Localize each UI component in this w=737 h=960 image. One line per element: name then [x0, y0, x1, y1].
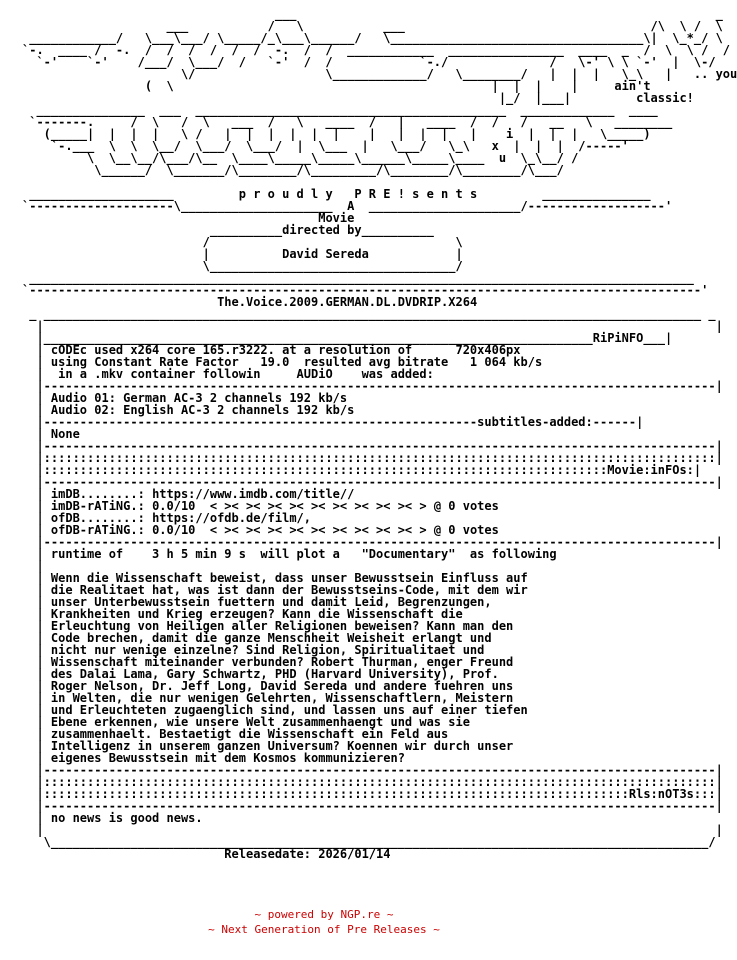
movie-infos-title: Movie:inFOs: [607, 463, 694, 477]
plot-line: Code brechen, damit die ganze Menschheit Weisheit erlangt und [50, 631, 492, 645]
release-notes-title: Rls:nOT3s [628, 787, 694, 801]
plot-line: nicht nur wenige einzelne? Sind Religion, Spiritualitaet und [50, 643, 485, 657]
plot-line: Ebene erkennen, wie unsere Welt zusammenhaengt und was sie [50, 715, 470, 729]
imdb-url[interactable]: https://www.imdb.com/title// [152, 487, 355, 501]
a-label: A [347, 199, 355, 213]
movie-label: Movie [318, 211, 355, 225]
audio-line: Audio 02: English AC-3 2 channels 192 kb/s [50, 403, 355, 417]
director-name: David Sereda [282, 247, 369, 261]
ascii-logo-line: \______/ \_______/\________/\_________/\________/\________/\___/ [22, 163, 564, 177]
plot-line: zusammenhaelt. Bestaetigt die Wissenschaft ein Feld aus [50, 727, 449, 741]
ofdb-rating: 0.0/10 < >< >< >< >< >< >< >< >< >< > @ 0 votes [152, 523, 499, 537]
plot-line: die Realitaet hat, was ist dann der Bewusstseins-Code, mit dem wir [50, 583, 528, 597]
ofdb-label: ofDB........: [50, 511, 153, 525]
proudly-presents: p r o u d l y P R E ! s e n t s [238, 187, 478, 201]
ascii-logo-line: `-------. / \ / \ ___ / \ ____ / | ____ / / / __ \ ________ [22, 115, 673, 129]
release-date: Releasedate: 2026/01/14 [224, 847, 391, 861]
plot-line: des Dalai Lama, Gary Schwartz, PHD (Harvard University), Prof. [50, 667, 499, 681]
ascii-logo-line: ____________/ \___\___/ \_____/_\___\______/ \___________________________________\| \_*_/ \ [22, 31, 723, 45]
subtitles-label: subtitles-added: [477, 415, 593, 429]
ascii-logo-line: ( \ | | | | ain't [22, 79, 651, 93]
plot-line: Krankheiten und Krieg erzeugen? Kann die Wissenschaft die [50, 607, 463, 621]
ofdb-url[interactable]: https://ofdb.de/film/, [152, 511, 312, 525]
release-notes-value: no news is good news. [50, 811, 203, 825]
release-name: The.Voice.2009.GERMAN.DL.DVDRIP.X264 [217, 295, 478, 309]
codec-line: using Constant Rate Factor 19.0 resulted avg bitrate 1 064 kb/s [50, 355, 543, 369]
ascii-logo-line: ___ / \ ___ /\ \ / \ [22, 19, 723, 33]
plot-line: Wissenschaft miteinander verbunden? Robert Thurman, enger Freund [50, 655, 514, 669]
imdb-rating: 0.0/10 < >< >< >< >< >< >< >< >< >< > @ 0 votes [152, 499, 499, 513]
audio-line: Audio 01: German AC-3 2 channels 192 kb/s [50, 391, 348, 405]
imdb-label: imDB........: [50, 487, 153, 501]
nfo-document: ___ _ ___ / \ ___ /\ \ / \ ____________/ \___\___/ \_____/_\___\______/ \___________________________________\| \_*_/ \ `-. ____ / -. / / / / / / -. / / ____________ ________________ ____ _ / \ \ / / `-' `-' /___/ \___/ / `-' / / `-./ / \-' \ \ `-' | \-/ \/ \_____________/ \________/ | | | \_\ | .. you ( \ | | | | ain't |_/ |___| classic! _______________ ___ ___________________________________________ _____________ ____ `-------. / \ / \ ___ / \ ____ / | ____ / / / __ \ ________ (_____| | | | \ / | | | | | | | | | | | i | | | \_____) `-.___ \ \ \__/ \___/ \___/ | \___ | \___/ \_\ x | | | /-----' \ \__\__/\___/\__ \____\_____\_____\______\_____\____ u \_\__/ / \______/ \_______/\________/\_________/\________/\________/\___/ ____________________ p r o u d l y P R E ! s e n t s _______________ `--------------------\_____________________ A _____________________/-------------------' Movie __________directed by__________ / \ | David Sereda | \__________________________________/ ____________________________________________________________________________________________ `---------------------------------------------------------------------------------------------' The.Voice.2009.GERMAN.DL.DVDRIP.X264 _ ___________________________________________________________________________________________ _ | | |____________________________________________________________________________RiPiNFO___| | cODEc used x264 core 165.r3222. at a resolution of 720x406px | using Constant Rate Factor 19.0 resulted avg bitrate 1 064 kb/s | in a .mkv container followin AUDiO was added: |---------------------------------------------------------------------------------------------| | Audio 01: German AC-3 2 channels 192 kb/s | Audio 02: English AC-3 2 channels 192 kb/s |------------------------------------------------------------subtitles-added:------| | None |---------------------------------------------------------------------------------------------| |:::::::::::::::::::::::::::::::::::::::::::::::::::::::::::::::::::::::::::::::::::::::::::::| |::::::::::::::::::::::::::::::::::::::::::::::::::::::::::::::::::::::::::::::Movie:inFOs:| |---------------------------------------------------------------------------------------------| | imDB........: https://www.imdb.com/title// | imDB-rATiNG.: 0.0/10 < >< >< >< >< >< >< >< >< >< > @ 0 votes | ofDB........: https://ofdb.de/film/, | ofDB-rATiNG.: 0.0/10 < >< >< >< >< >< >< >< >< >< > @ 0 votes |---------------------------------------------------------------------------------------------| | runtime of 3 h 5 min 9 s will plot a "Documentary" as following | | Wenn die Wissenschaft beweist, dass unser Bewusstsein Einfluss auf | die Realitaet hat, was ist dann der Bewusstseins-Code, mit dem wir | unser Unterbewusstsein fuettern und damit Leid, Begrenzungen, | Krankheiten und Krieg erzeugen? Kann die Wissenschaft die | Erleuchtung von Heiligen aller Religionen beweisen? Kann man den | Code brechen, damit die ganze Menschheit Weisheit erlangt und | nicht nur wenige einzelne? Sind Religion, Spiritualitaet und | Wissenschaft miteinander verbunden? Robert Thurman, enger Freund | des Dalai Lama, Gary Schwartz, PHD (Harvard University), Prof. | Roger Nelson, Dr. Jeff Long, David Sereda und andere fuehren uns | in Welten, die nur wenigen Gelehrten, Wissenschaftlern, Meistern | und Erleuchteten zugaenglich sind, und lassen uns auf einer tiefen | Ebene erkennen, wie unsere Welt zusammenhaengt und was sie | zusammenhaelt. Bestaetigt die Wissenschaft ein Feld aus | Intelligenz in unserem ganzen Universum? Koennen wir durch unser | eigenes Bewusstsein mit dem Kosmos kommunizieren? |---------------------------------------------------------------------------------------------| |:::::::::::::::::::::::::::::::::::::::::::::::::::::::::::::::::::::::::::::::::::::::::::::| |:::::::::::::::::::::::::::::::::::::::::::::::::::::::::::::::::::::::::::::::::Rls:nOT3s:::| |---------------------------------------------------------------------------------------------| | no news is good news. | | \___________________________________________________________________________________________/ Releasedate: 2026/01/14 [22, 7, 737, 861]
tagline-footer: ~ Next Generation of Pre Releases ~ [208, 923, 440, 936]
runtime-line: runtime of 3 h 5 min 9 s will plot a "Documentary" as following [50, 547, 557, 561]
ascii-logo-line: |_/ |___| classic! [22, 91, 694, 105]
ascii-logo-line: _______________ ___ ___________________________________________ _____________ ____ [22, 103, 658, 117]
ripinfo-title: RiPiNFO [592, 331, 644, 345]
codec-line: in a .mkv container followin AUDiO was added: [50, 367, 434, 381]
ascii-logo-line: `-. ____ / -. / / / / / / -. / / ____________ ________________ ____ _ / \ \ / / [22, 43, 731, 57]
plot-line: Wenn die Wissenschaft beweist, dass unser Bewusstsein Einfluss auf [50, 571, 528, 585]
plot-line: eigenes Bewusstsein mit dem Kosmos kommunizieren? [50, 751, 405, 765]
plot-line: Intelligenz in unserem ganzen Universum? Koennen wir durch unser [50, 739, 514, 753]
subtitles-value: None [50, 427, 80, 441]
ascii-logo-line: ___ _ [22, 7, 723, 21]
directed-by-label: directed by [282, 223, 362, 237]
plot-line: unser Unterbewusstsein fuettern und damit Leid, Begrenzungen, [50, 595, 492, 609]
powered-by-footer[interactable]: ~ powered by NGP.re ~ [254, 908, 394, 921]
codec-line: cODEc used x264 core 165.r3222. at a resolution of 720x406px [50, 343, 521, 357]
imdb-rating-label: imDB-rATiNG.: [50, 499, 153, 513]
plot-line: Erleuchtung von Heiligen aller Religionen beweisen? Kann man den [50, 619, 514, 633]
plot-line: und Erleuchteten zugaenglich sind, und lassen uns auf einer tiefen [50, 703, 528, 717]
ascii-logo-line: `-.___ \ \ \__/ \___/ \___/ | \___ | \___/ \_\ x | | | /-----' [22, 139, 629, 153]
ascii-logo-line: \ \__\__/\___/\__ \____\_____\_____\______\_____\____ u \_\__/ / [22, 151, 579, 165]
ofdb-rating-label: ofDB-rATiNG.: [50, 523, 153, 537]
plot-line: in Welten, die nur wenigen Gelehrten, Wissenschaftlern, Meistern [50, 691, 514, 705]
ascii-logo-line: \/ \_____________/ \________/ | | | \_\ | .. you [22, 67, 737, 81]
ascii-logo-line: (_____| | | | \ / | | | | | | | | | | | i | | | \_____) [22, 127, 651, 141]
ascii-logo-line: `-' `-' /___/ \___/ / `-' / / `-./ / \-' \ \ `-' | \-/ [22, 55, 716, 69]
plot-line: Roger Nelson, Dr. Jeff Long, David Sereda und andere fuehren uns [50, 679, 514, 693]
